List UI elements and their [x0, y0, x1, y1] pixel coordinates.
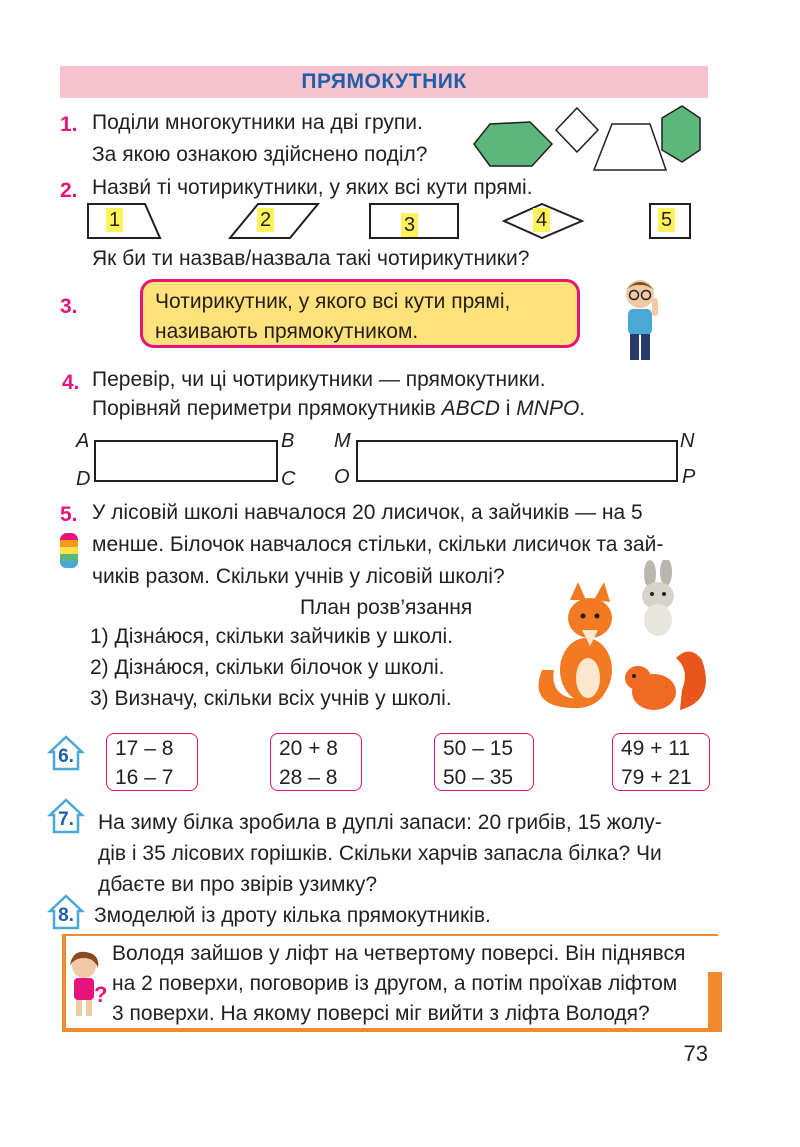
chapter-header [60, 66, 708, 98]
vertex-o: O [334, 466, 350, 488]
plan-step-3: 3) Визначу, скільки всіх учнів у школі. [90, 687, 452, 710]
task2-line2: Як би ти назвав/назвала такі чотирикутники? [92, 247, 530, 270]
quadrilateral-shapes [80, 200, 710, 244]
task7-line3: дбаєте ви про звірів узимку? [98, 873, 378, 896]
task-number: 5. [60, 503, 78, 526]
svg-text:?: ? [94, 982, 108, 1007]
bonus-line1: Володя зайшов у ліфт на четвертому поверсі. Він піднявся [112, 942, 686, 965]
task-number: 6. [58, 746, 74, 767]
task-number: 1. [60, 113, 78, 136]
squirrel-illustration [625, 651, 706, 710]
task-number: 3. [60, 295, 78, 318]
label-mnpo: MNPO [516, 397, 580, 420]
green-octagon-shape [662, 106, 700, 162]
plan-title: План розв’язання [300, 596, 473, 619]
forest-animals-illustration [530, 560, 710, 720]
label-abcd: ABCD [441, 397, 500, 420]
boy-illustration [616, 276, 666, 364]
vertex-m: M [334, 430, 351, 452]
shape-label-3: 3 [401, 213, 418, 237]
pencil-level-icon [60, 533, 78, 568]
shape-label-2: 2 [257, 208, 274, 232]
trapezoid-shape [594, 124, 666, 170]
task2-line1: Назви́ ті чотирикутники, у яких всі кути прямі. [92, 176, 533, 199]
task7-line2: дів і 35 лісових горішків. Скільки харчів запасла білка? Чи [98, 842, 662, 865]
rabbit-illustration [642, 560, 674, 636]
task4-line1: Перевір, чи ці чотирикутники — прямокутники. [92, 368, 546, 391]
page-number: 73 [683, 1041, 708, 1066]
task7-line1: На зиму білка зробила в дуплі запаси: 20 грибів, 15 жолу- [98, 811, 662, 834]
house-icon [46, 734, 86, 772]
house-icon [46, 893, 86, 931]
task5-line1: У лісовій школі навчалося 20 лисичок, а зайчиків — на 5 [92, 501, 643, 524]
girl-question-illustration [64, 950, 110, 1020]
task1-line2: За якою ознакою здійснено поділ? [92, 143, 428, 166]
vertex-a: A [76, 430, 90, 452]
task4-line2: Порівняй периметри прямокутників ABCD і MNPO. [92, 397, 586, 420]
shape-label-1: 1 [106, 208, 123, 232]
house-icon [46, 797, 86, 835]
expression-box: 50 – 15 50 – 35 [434, 733, 534, 791]
task-number: 4. [62, 371, 80, 394]
bonus-line3: 3 поверхи. На якому поверсі міг вийти з ліфта Володя? [112, 1002, 650, 1025]
fox-illustration [539, 582, 613, 708]
shape-label-4: 4 [533, 208, 550, 232]
vertex-n: N [680, 430, 695, 452]
vertex-b: B [281, 430, 295, 452]
task5-line3: чиків разом. Скільки учнів у лісовій школі? [92, 565, 505, 588]
vertex-p: P [682, 466, 696, 488]
shape-label-5: 5 [658, 208, 675, 232]
rectangle-mnpo [356, 440, 678, 482]
rectangle-abcd [94, 440, 278, 482]
bonus-line2: на 2 поверхи, поговорив із другом, а потім проїхав ліфтом [112, 972, 678, 995]
expression-box: 49 + 11 79 + 21 [612, 733, 710, 791]
expression-box: 20 + 8 28 – 8 [270, 733, 362, 791]
plan-step-2: 2) Дізна́юся, скільки білочок у школі. [90, 656, 445, 679]
task1-line1: Поділи многокутники на дві групи. [92, 111, 423, 134]
polygon-shapes [470, 104, 710, 174]
task5-line2: менше. Білочок навчалося стільки, скільки лисичок та зай- [92, 533, 664, 556]
rhombus-shape [556, 108, 598, 152]
hexagon-shape [474, 122, 552, 166]
expression-box: 17 – 8 16 – 7 [106, 733, 198, 791]
task-number: 8. [58, 905, 74, 926]
task8-line1: Змоделюй із дроту кілька прямокутників. [94, 904, 491, 927]
task-number: 7. [58, 809, 74, 830]
task-number: 2. [60, 179, 78, 202]
vertex-c: C [281, 468, 296, 490]
vertex-d: D [76, 468, 91, 490]
chapter-title: ПРЯМОКУТНИК [301, 70, 467, 93]
rule-box [140, 279, 580, 348]
rule-line2: називають прямокутником. [155, 320, 419, 343]
rule-line1: Чотирикутник, у якого всі кути прямі, [155, 290, 511, 313]
plan-step-1: 1) Дізна́юся, скільки зайчиків у школі. [90, 625, 454, 648]
